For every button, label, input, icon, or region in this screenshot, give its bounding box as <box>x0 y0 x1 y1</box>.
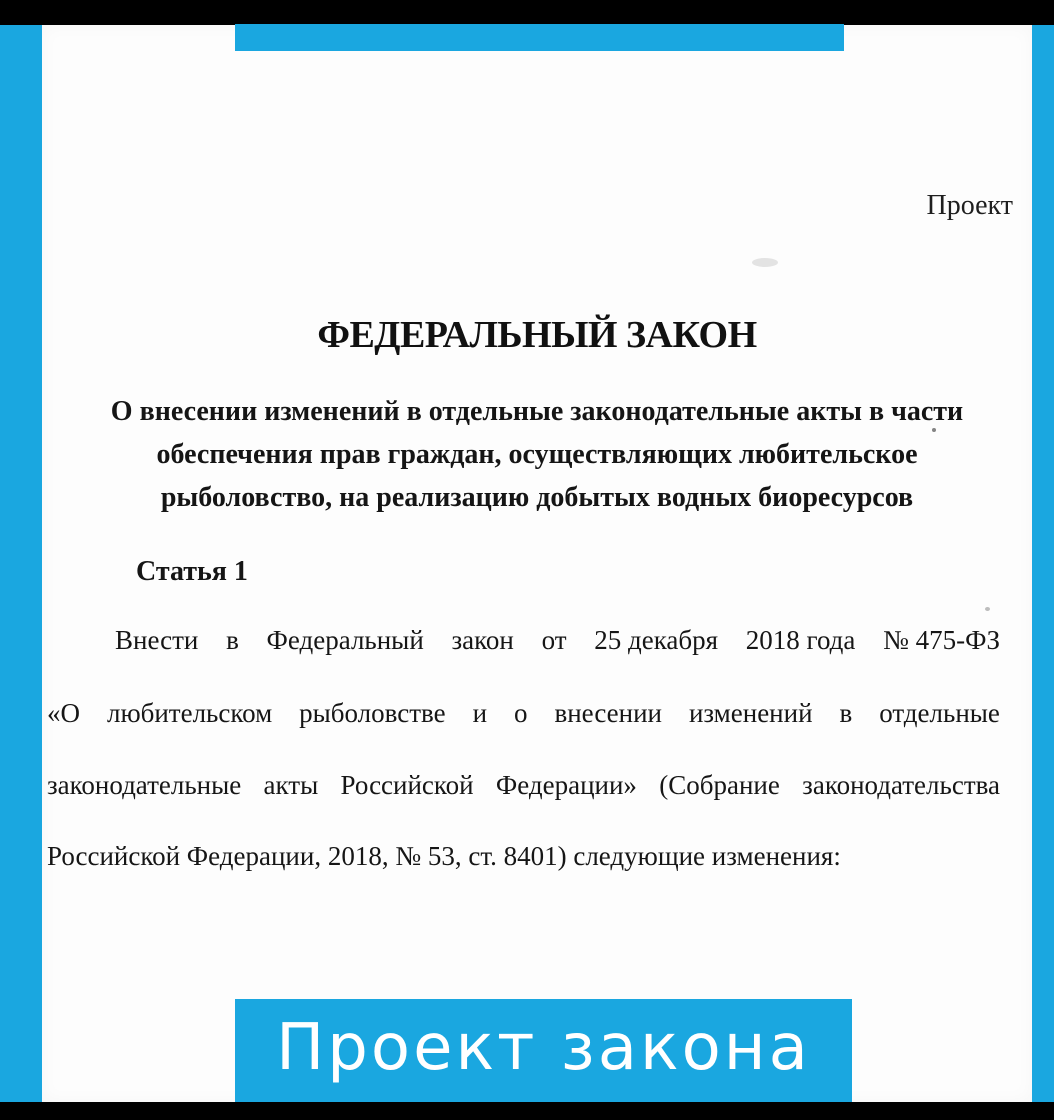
scan-speck <box>932 428 936 432</box>
subtitle-line: обеспечения прав граждан, осуществляющих любительское <box>156 439 918 470</box>
document-title: ФЕДЕРАЛЬНЫЙ ЗАКОН <box>317 314 757 356</box>
scan-smudge <box>752 258 778 267</box>
body-text-line: законодательные акты Российской Федерации» (Собрание законодательства <box>47 770 1000 800</box>
top-accent-bar <box>235 24 844 51</box>
scan-speck <box>985 607 990 611</box>
document-page <box>42 25 1032 1102</box>
body-text-line: Внести в Федеральный закон от 25 декабря 2018 года № 475-ФЗ <box>115 625 1000 655</box>
bottom-black-band <box>0 1102 1054 1120</box>
draft-corner-label: Проект <box>926 190 1013 221</box>
top-black-band <box>0 0 1054 25</box>
body-text-line: «О любительском рыболовстве и о внесении изменений в отдельные <box>47 698 1000 728</box>
body-text-line: Российской Федерации, 2018, № 53, ст. 8401) следующие изменения: <box>47 841 841 871</box>
banner-label: Проект закона <box>276 1010 811 1085</box>
document-subtitle <box>62 390 1012 519</box>
article-heading: Статья 1 <box>136 556 248 587</box>
subtitle-line: рыболовство, на реализацию добытых водных биоресурсов <box>160 482 914 513</box>
subtitle-line: О внесении изменений в отдельные законодательные акты в части <box>110 396 964 427</box>
draft-law-banner <box>235 999 852 1102</box>
